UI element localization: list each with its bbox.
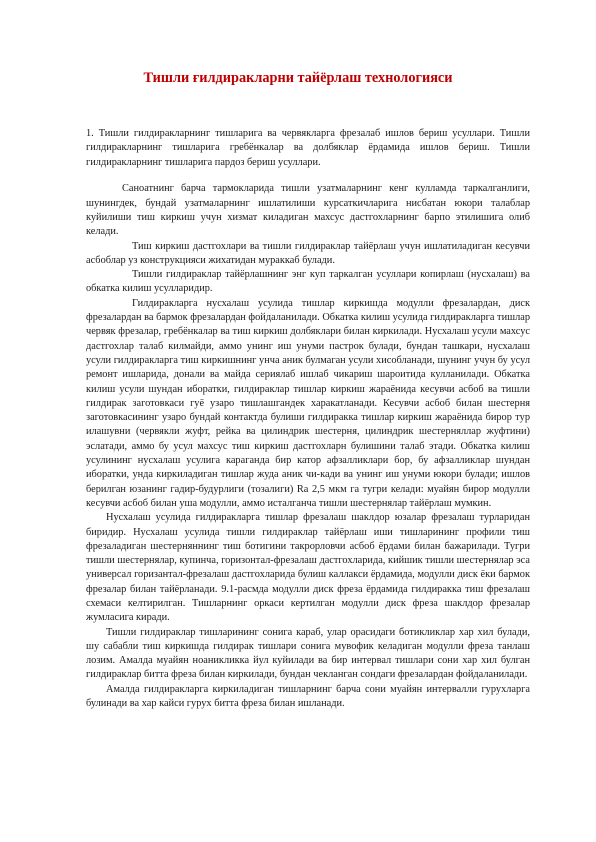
paragraph-copying-vs-rolling: Гилдиракларга нусхалаш усулида тишлар киркишда модулли фрезалардан, диск фрезалардан ва бармок фрезалардан фойдаланилади. Обкатка килиш усулида гилдиракларга тишлар червяк фрезалар, гребёнкалар ва тиш киркиш долбяклари билан киркилади. Нусхалаш усули махсус дастгохлар талаб килмайди, аммо унинг иш унуми пастрок булади, бундан ташкари, нусхалаш усули гилдиракларга тиш киркишнинг унча аник булмаган усули хисобланади, шунинг учун бу усул ремонт ишларида, донали ва майда сериялаб ишлаб чикариш шароитида кулланилади. Обкатка килиш усули шундан иборатки, гилдираклар тишлар киркиш жараёнида кесувчи асбоб ва тишли гилдирак заготовкаси гуё узаро тишлашгандек харакатланади. Кесувчи асбоб билан шестерня заготовкасининг узаро бундай контактда булиши гилдиракка тишлар киркиш жараёнида бирор тур илашувни (червякли жуфт, рейка ва цилиндрик шестерня, цилиндрик шестерняллар жуфтини) эслатади, аммо бу усул махсус тиш киркиш дастгохларн булишини талаб этади. Обкатка килиш усулининг нусхалаш усулига караганда бир катор афзалликлари бор, бу афзалликлар шундан иборатки, унда киркиладиган тишлар жуда аник чи-кади ва унинг иш унуми юкори булади; ишлов берилган юзанинг гадир-будурлиги (тозалиги) Ra 2,5 мкм га тугри келади: муайян бирор модулли кесувчи асбоб билан уша модулли, аммо исталганча тишли шестернялар тайёрлаш мумкин. xyxy=(86,297,530,509)
paragraph-cutter-selection: Тишли гилдираклар тишларининг сонига караб, улар орасидаги ботикликлар хар хил булади, шу сабабли тиш киркишда гилдирак тишлари сонига мувофик келадиган модулли фреза танлаш лозим. Амалда муайян ноаникликка йул куйилади ва бир интервал тишлари сони хар хил булган гилдираклар битта фреза билан киркилади, бундан чекланган сондаги фрезалардан фойдаланилади. xyxy=(86,626,530,681)
document-body xyxy=(86,127,530,711)
page-title: Тишли ғилдиракларни тайёрлаш технологияси xyxy=(143,70,453,86)
paragraph-methods: Тишли гилдираклар тайёрлашнинг энг куп таркалган усуллари копирлаш (нусхалаш) ва обкатка килиш усулларидир. xyxy=(86,269,530,295)
paragraph-groups: Амалда гилдиракларга киркиладиган тишларнинг барча сони муайян интервалли гурухларга булинади ва хар кайси гурух битта фреза билан ишланади. xyxy=(86,683,530,710)
paragraph-copying-milling: Нусхалаш усулида гилдиракларга тишлар фрезалаш шаклдор юзалар фрезалаш турларидан биридир. Нусхалаш усулида тишли гилдираклар тайёрлаш иши тишларининг профили тиш фрезаладиган шестерняннинг тиш ботигини такрорловчи асбоб ёрдами билан бажарилади. Тугри тишли шестернялар, купинча, горизонтал-фрезалаш дастгохларида, кийшик тишли шестернялар эса универсал горизантал-фрезалаш дастгохларида булиш каллакси ёрдамида, модулли диск ёки бармок фрезалар билан тайёрланади. 9.1-расмда модулли диск фреза ёрдамида гилдиракка тиш фрезалаш схемаси келтирилган. Тишларнинг оркаси кертилган модулли диск фреза шаклдор фрезалар жумласига киради. xyxy=(86,512,530,624)
paragraph-tools: Тиш киркиш дастгохлари ва тишли гилдираклар тайёрлаш учун ишлатиладиган кесувчи асбоблар уз конструкцияси жихатидан мураккаб булади. xyxy=(86,240,530,266)
paragraph-intro: Саноатнинг барча тармокларида тишли узатмаларнинг кенг кулламда таркалганлиги, шунингдек, бундай узатмаларнинг ишлатилиши курсаткичларига нисбатан юкори талаблар куйилиши тиш киркиш учун хизмат киладиган махсус дастгохларнинг барпо этилишига олиб келади. xyxy=(86,183,530,238)
paragraph-topics: 1. Тишли гилдиракларнинг тишларига ва червякларга фрезалаб ишлов бериш усуллари. Тишли гилдиракларнинг тишларига гребёнкалар ва долбяклар ёрдамида ишлов бериш. Тишли гилдиракларнинг тишларига пардоз бериш усуллари. xyxy=(86,128,530,168)
